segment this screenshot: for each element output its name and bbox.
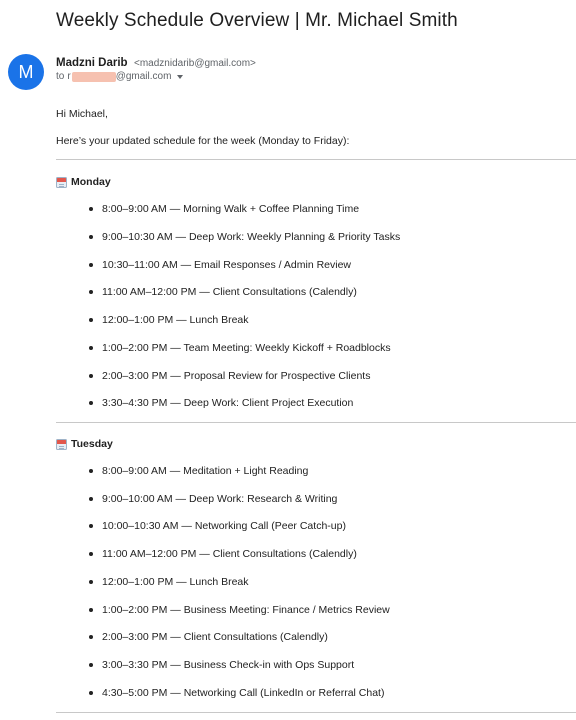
day-heading-tuesday xyxy=(56,438,113,450)
list-item xyxy=(89,231,400,243)
bullet xyxy=(89,691,93,695)
bullet xyxy=(89,469,93,473)
list-item-text: 9:00–10:30 AM — Deep Work: Weekly Planning & Priority Tasks xyxy=(102,231,401,243)
section-divider-3 xyxy=(56,712,576,713)
recipient-redaction xyxy=(72,72,116,82)
bullet xyxy=(89,346,93,350)
calendar-icon xyxy=(56,439,67,450)
list-item-text: 8:00–9:00 AM — Meditation + Light Reading xyxy=(102,465,309,477)
bullet xyxy=(89,497,93,501)
list-item xyxy=(89,259,351,271)
bullet xyxy=(89,663,93,667)
bullet xyxy=(89,552,93,556)
email-intro: Here’s your updated schedule for the week (Monday to Friday): xyxy=(56,135,350,147)
list-item xyxy=(89,659,354,671)
bullet xyxy=(89,374,93,378)
recipient-prefix: r xyxy=(67,71,71,82)
list-item xyxy=(89,493,337,505)
email-greeting: Hi Michael, xyxy=(56,108,108,120)
recipient-suffix: @gmail.com xyxy=(115,71,172,82)
list-item-text: 1:00–2:00 PM — Team Meeting: Weekly Kickoff + Roadblocks xyxy=(102,342,391,354)
to-label: to xyxy=(56,71,65,82)
sender-avatar[interactable]: M xyxy=(8,54,44,90)
recipient-line xyxy=(56,71,183,82)
list-item-text: 11:00 AM–12:00 PM — Client Consultations (Calendly) xyxy=(102,548,357,560)
list-item xyxy=(89,548,357,560)
calendar-icon xyxy=(56,177,67,188)
bullet xyxy=(89,207,93,211)
list-item-text: 10:00–10:30 AM — Networking Call (Peer Catch-up) xyxy=(102,520,346,532)
list-item xyxy=(89,576,249,588)
list-item xyxy=(89,604,390,616)
list-item xyxy=(89,342,391,354)
list-item-text: 2:00–3:00 PM — Client Consultations (Calendly) xyxy=(102,631,328,643)
list-item xyxy=(89,687,384,699)
recipient-details-chevron-down-icon[interactable] xyxy=(177,75,183,79)
list-item xyxy=(89,286,357,298)
bullet xyxy=(89,524,93,528)
list-item xyxy=(89,631,328,643)
bullet xyxy=(89,263,93,267)
list-item-text: 12:00–1:00 PM — Lunch Break xyxy=(102,314,249,326)
list-item-text: 11:00 AM–12:00 PM — Client Consultations (Calendly) xyxy=(102,286,357,298)
bullet xyxy=(89,235,93,239)
list-item-text: 3:00–3:30 PM — Business Check-in with Ops Support xyxy=(102,659,355,671)
list-item xyxy=(89,203,359,215)
section-divider-2 xyxy=(56,422,576,423)
list-item-text: 1:00–2:00 PM — Business Meeting: Finance / Metrics Review xyxy=(102,604,390,616)
list-item xyxy=(89,520,346,532)
list-item-text: 9:00–10:00 AM — Deep Work: Research & Writing xyxy=(102,493,338,505)
list-item xyxy=(89,465,308,477)
list-item xyxy=(89,314,249,326)
list-item-text: 8:00–9:00 AM — Morning Walk + Coffee Planning Time xyxy=(102,203,360,215)
list-item-text: 10:30–11:00 AM — Email Responses / Admin Review xyxy=(102,259,352,271)
list-item-text: 4:30–5:00 PM — Networking Call (LinkedIn or Referral Chat) xyxy=(102,687,385,699)
section-divider-1 xyxy=(56,159,576,160)
bullet xyxy=(89,580,93,584)
sender-email: <madznidarib@gmail.com> xyxy=(134,58,256,69)
email-subject: Weekly Schedule Overview | Mr. Michael Smith xyxy=(56,10,458,31)
bullet xyxy=(89,318,93,322)
day-heading-label: Tuesday xyxy=(71,438,113,450)
sender-line xyxy=(56,53,256,71)
day-heading-label: Monday xyxy=(71,176,111,188)
bullet xyxy=(89,290,93,294)
list-item xyxy=(89,370,370,382)
day-heading-monday xyxy=(56,176,111,188)
bullet xyxy=(89,635,93,639)
list-item-text: 12:00–1:00 PM — Lunch Break xyxy=(102,576,249,588)
bullet xyxy=(89,401,93,405)
bullet xyxy=(89,608,93,612)
list-item-text: 3:30–4:30 PM — Deep Work: Client Project Execution xyxy=(102,397,354,409)
sender-name[interactable]: Madzni Darib xyxy=(56,57,128,69)
list-item-text: 2:00–3:00 PM — Proposal Review for Prospective Clients xyxy=(102,370,371,382)
list-item xyxy=(89,397,353,409)
